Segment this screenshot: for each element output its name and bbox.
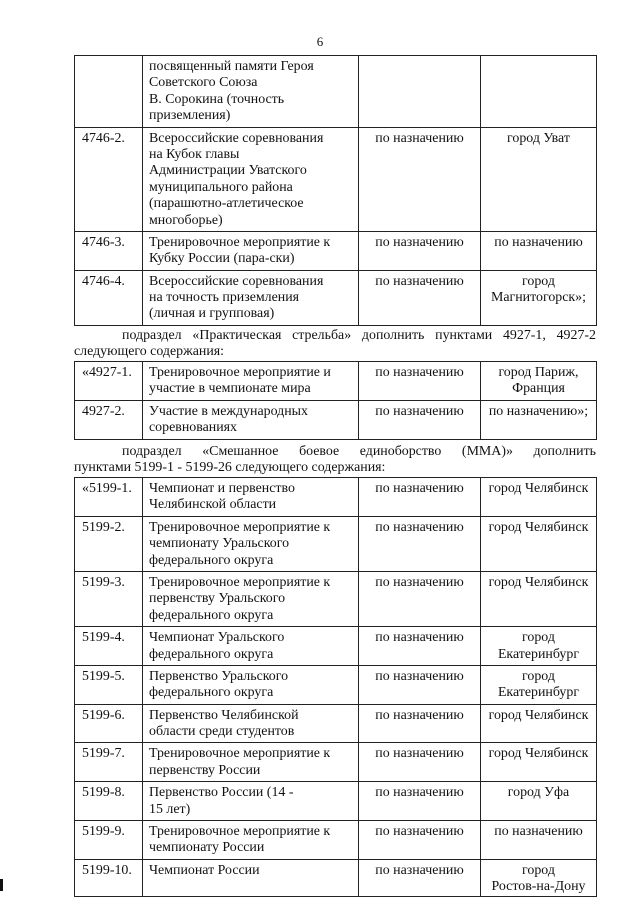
- event-dates: по назначению: [359, 665, 481, 704]
- table-row: [75, 782, 597, 821]
- event-place: [481, 743, 597, 782]
- event-place: [481, 56, 597, 128]
- event-name-line: федерального округа: [149, 607, 274, 623]
- event-name: [143, 516, 359, 571]
- item-number: «5199-1.: [75, 478, 143, 517]
- event-place-line: по назначению»;: [488, 403, 589, 419]
- event-place: [481, 627, 597, 666]
- event-dates: по назначению: [359, 627, 481, 666]
- event-name-line: 15 лет): [149, 801, 191, 817]
- events-table-mma: [74, 477, 597, 897]
- event-name-line: федерального округа: [149, 646, 274, 662]
- event-place-line: город Уфа: [507, 785, 570, 801]
- table-row: [75, 270, 597, 325]
- event-place-line: город Уват: [507, 130, 570, 146]
- event-name-line: первенству России: [149, 762, 261, 778]
- event-place-line: по назначению: [494, 234, 583, 250]
- event-name-line: (парашютно-атлетическое: [149, 196, 304, 212]
- event-name: [143, 743, 359, 782]
- table-row: [75, 56, 597, 128]
- event-place: [481, 516, 597, 571]
- event-name-line: муниципального района: [149, 179, 293, 195]
- event-name-line: Тренировочное мероприятие к: [149, 234, 331, 250]
- item-number: 5199-3.: [75, 571, 143, 626]
- event-name-line: Советского Союза: [149, 75, 258, 91]
- event-name: [143, 270, 359, 325]
- event-name-line: Первенство Челябинской: [149, 707, 299, 723]
- item-number: 5199-10.: [75, 859, 143, 896]
- table-row: [75, 362, 597, 401]
- item-number: 4746-4.: [75, 270, 143, 325]
- event-name: [143, 571, 359, 626]
- events-table-shooting: [74, 361, 597, 440]
- event-dates: по назначению: [359, 400, 481, 439]
- event-name-line: Всероссийские соревнования: [149, 130, 324, 146]
- event-name-line: области среди студентов: [149, 724, 295, 740]
- event-place-line: город Челябинск: [488, 707, 589, 723]
- event-name-line: чемпионату Уральского: [149, 536, 290, 552]
- event-name-line: Тренировочное мероприятие к: [149, 746, 331, 762]
- event-place: [481, 782, 597, 821]
- event-name-line: соревнованиях: [149, 420, 238, 436]
- item-number: 5199-4.: [75, 627, 143, 666]
- event-dates: по назначению: [359, 704, 481, 743]
- table-row: [75, 821, 597, 860]
- event-place-line: город: [522, 630, 555, 646]
- event-place: [481, 231, 597, 270]
- table-row: [75, 627, 597, 666]
- event-place-line: Франция: [512, 381, 565, 397]
- event-name-line: Тренировочное мероприятие к: [149, 824, 331, 840]
- event-place-line: город Челябинск: [488, 481, 589, 496]
- event-name: [143, 231, 359, 270]
- paragraph-mma: [74, 444, 596, 477]
- event-place-line: город: [522, 273, 555, 289]
- event-name-line: Чемпионат России: [149, 862, 260, 878]
- event-place-line: Екатеринбург: [497, 685, 580, 701]
- event-name-line: (личная и групповая): [149, 306, 275, 322]
- event-dates: по назначению: [359, 743, 481, 782]
- event-place: [481, 362, 597, 401]
- event-place: [481, 821, 597, 860]
- event-place-line: город Челябинск: [488, 574, 589, 590]
- event-name-line: Администрации Уватского: [149, 163, 307, 179]
- event-name: [143, 859, 359, 896]
- event-place-line: Ростов-на-Дону: [491, 879, 586, 895]
- paragraph-line: подраздел «Смешанное боевое единоборство (ММА)» дополнить: [122, 444, 596, 459]
- event-place: [481, 859, 597, 896]
- table-row: [75, 231, 597, 270]
- item-number: [75, 56, 143, 128]
- event-place: [481, 665, 597, 704]
- event-place-line: Магнитогорск»;: [491, 290, 586, 306]
- event-name-line: федерального округа: [149, 685, 274, 701]
- event-dates: по назначению: [359, 362, 481, 401]
- table-row: [75, 704, 597, 743]
- event-place: [481, 704, 597, 743]
- item-number: 5199-9.: [75, 821, 143, 860]
- event-place: [481, 270, 597, 325]
- event-dates: по назначению: [359, 231, 481, 270]
- event-place-line: город Челябинск: [488, 746, 589, 762]
- event-place-line: город Челябинск: [488, 519, 589, 535]
- event-name: [143, 478, 359, 517]
- item-number: 4927-2.: [75, 400, 143, 439]
- event-name: [143, 821, 359, 860]
- event-name-line: Первенство Уральского: [149, 668, 289, 684]
- table-row: [75, 665, 597, 704]
- event-place: [481, 478, 597, 517]
- table-row: [75, 478, 597, 517]
- event-name: [143, 665, 359, 704]
- event-dates: по назначению: [359, 516, 481, 571]
- scan-mark: [0, 879, 3, 891]
- item-number: 5199-6.: [75, 704, 143, 743]
- page-number: 6: [316, 34, 324, 49]
- event-name-line: Участие в международных: [149, 403, 308, 419]
- event-name-line: на Кубок главы: [149, 146, 240, 162]
- item-number: 5199-8.: [75, 782, 143, 821]
- item-number: 5199-5.: [75, 665, 143, 704]
- table-row: [75, 859, 597, 896]
- event-name: [143, 56, 359, 128]
- event-name-line: Тренировочное мероприятие к: [149, 574, 331, 590]
- event-place: [481, 571, 597, 626]
- table-row: [75, 400, 597, 439]
- event-place-line: город Париж,: [498, 365, 579, 380]
- event-name-line: участие в чемпионате мира: [149, 381, 311, 397]
- event-name-line: Чемпионат и первенство: [149, 481, 295, 496]
- event-dates: [359, 56, 481, 128]
- event-dates: по назначению: [359, 859, 481, 896]
- item-number: 5199-2.: [75, 516, 143, 571]
- item-number: «4927-1.: [75, 362, 143, 401]
- table-row: [75, 571, 597, 626]
- event-name: [143, 400, 359, 439]
- event-name-line: В. Сорокина (точность: [149, 91, 285, 107]
- event-dates: по назначению: [359, 821, 481, 860]
- event-name-line: федерального округа: [149, 552, 274, 568]
- paragraph-line: пунктами 5199-1 - 5199-26 следующего содержания:: [74, 460, 386, 476]
- event-dates: по назначению: [359, 478, 481, 517]
- paragraph-line: следующего содержания:: [74, 344, 225, 360]
- event-place: [481, 127, 597, 231]
- table-row: [75, 127, 597, 231]
- event-place-line: Екатеринбург: [497, 646, 580, 662]
- paragraph-practical-shooting: [74, 328, 596, 361]
- event-name-line: Тренировочное мероприятие к: [149, 519, 331, 535]
- event-name-line: первенству Уральского: [149, 591, 286, 607]
- event-name-line: Кубку России (пара-ски): [149, 251, 295, 267]
- table-row: [75, 743, 597, 782]
- item-number: 4746-2.: [75, 127, 143, 231]
- event-name-line: чемпионату России: [149, 840, 265, 856]
- event-name: [143, 704, 359, 743]
- event-name-line: посвященный памяти Героя: [149, 59, 314, 74]
- event-dates: по назначению: [359, 127, 481, 231]
- table-row: [75, 516, 597, 571]
- item-number: 4746-3.: [75, 231, 143, 270]
- event-name-line: многоборье): [149, 212, 223, 228]
- event-place: [481, 400, 597, 439]
- event-place-line: город: [522, 668, 555, 684]
- event-name-line: на точность приземления: [149, 290, 300, 306]
- event-name-line: Челябинской области: [149, 497, 277, 513]
- event-name: [143, 362, 359, 401]
- event-name: [143, 782, 359, 821]
- event-place-line: город: [522, 862, 555, 878]
- event-name: [143, 127, 359, 231]
- event-name-line: Чемпионат Уральского: [149, 630, 285, 646]
- event-dates: по назначению: [359, 270, 481, 325]
- event-name-line: приземления): [149, 108, 231, 124]
- events-table-parachute: [74, 55, 597, 326]
- event-name-line: Всероссийские соревнования: [149, 273, 324, 289]
- item-number: 5199-7.: [75, 743, 143, 782]
- event-name-line: Тренировочное мероприятие и: [149, 365, 331, 380]
- event-name: [143, 627, 359, 666]
- event-dates: по назначению: [359, 782, 481, 821]
- paragraph-line: подраздел «Практическая стрельба» дополнить пунктами 4927-1, 4927-2: [122, 328, 596, 343]
- event-name-line: Первенство России (14 -: [149, 785, 294, 801]
- event-place-line: по назначению: [494, 824, 583, 840]
- event-dates: по назначению: [359, 571, 481, 626]
